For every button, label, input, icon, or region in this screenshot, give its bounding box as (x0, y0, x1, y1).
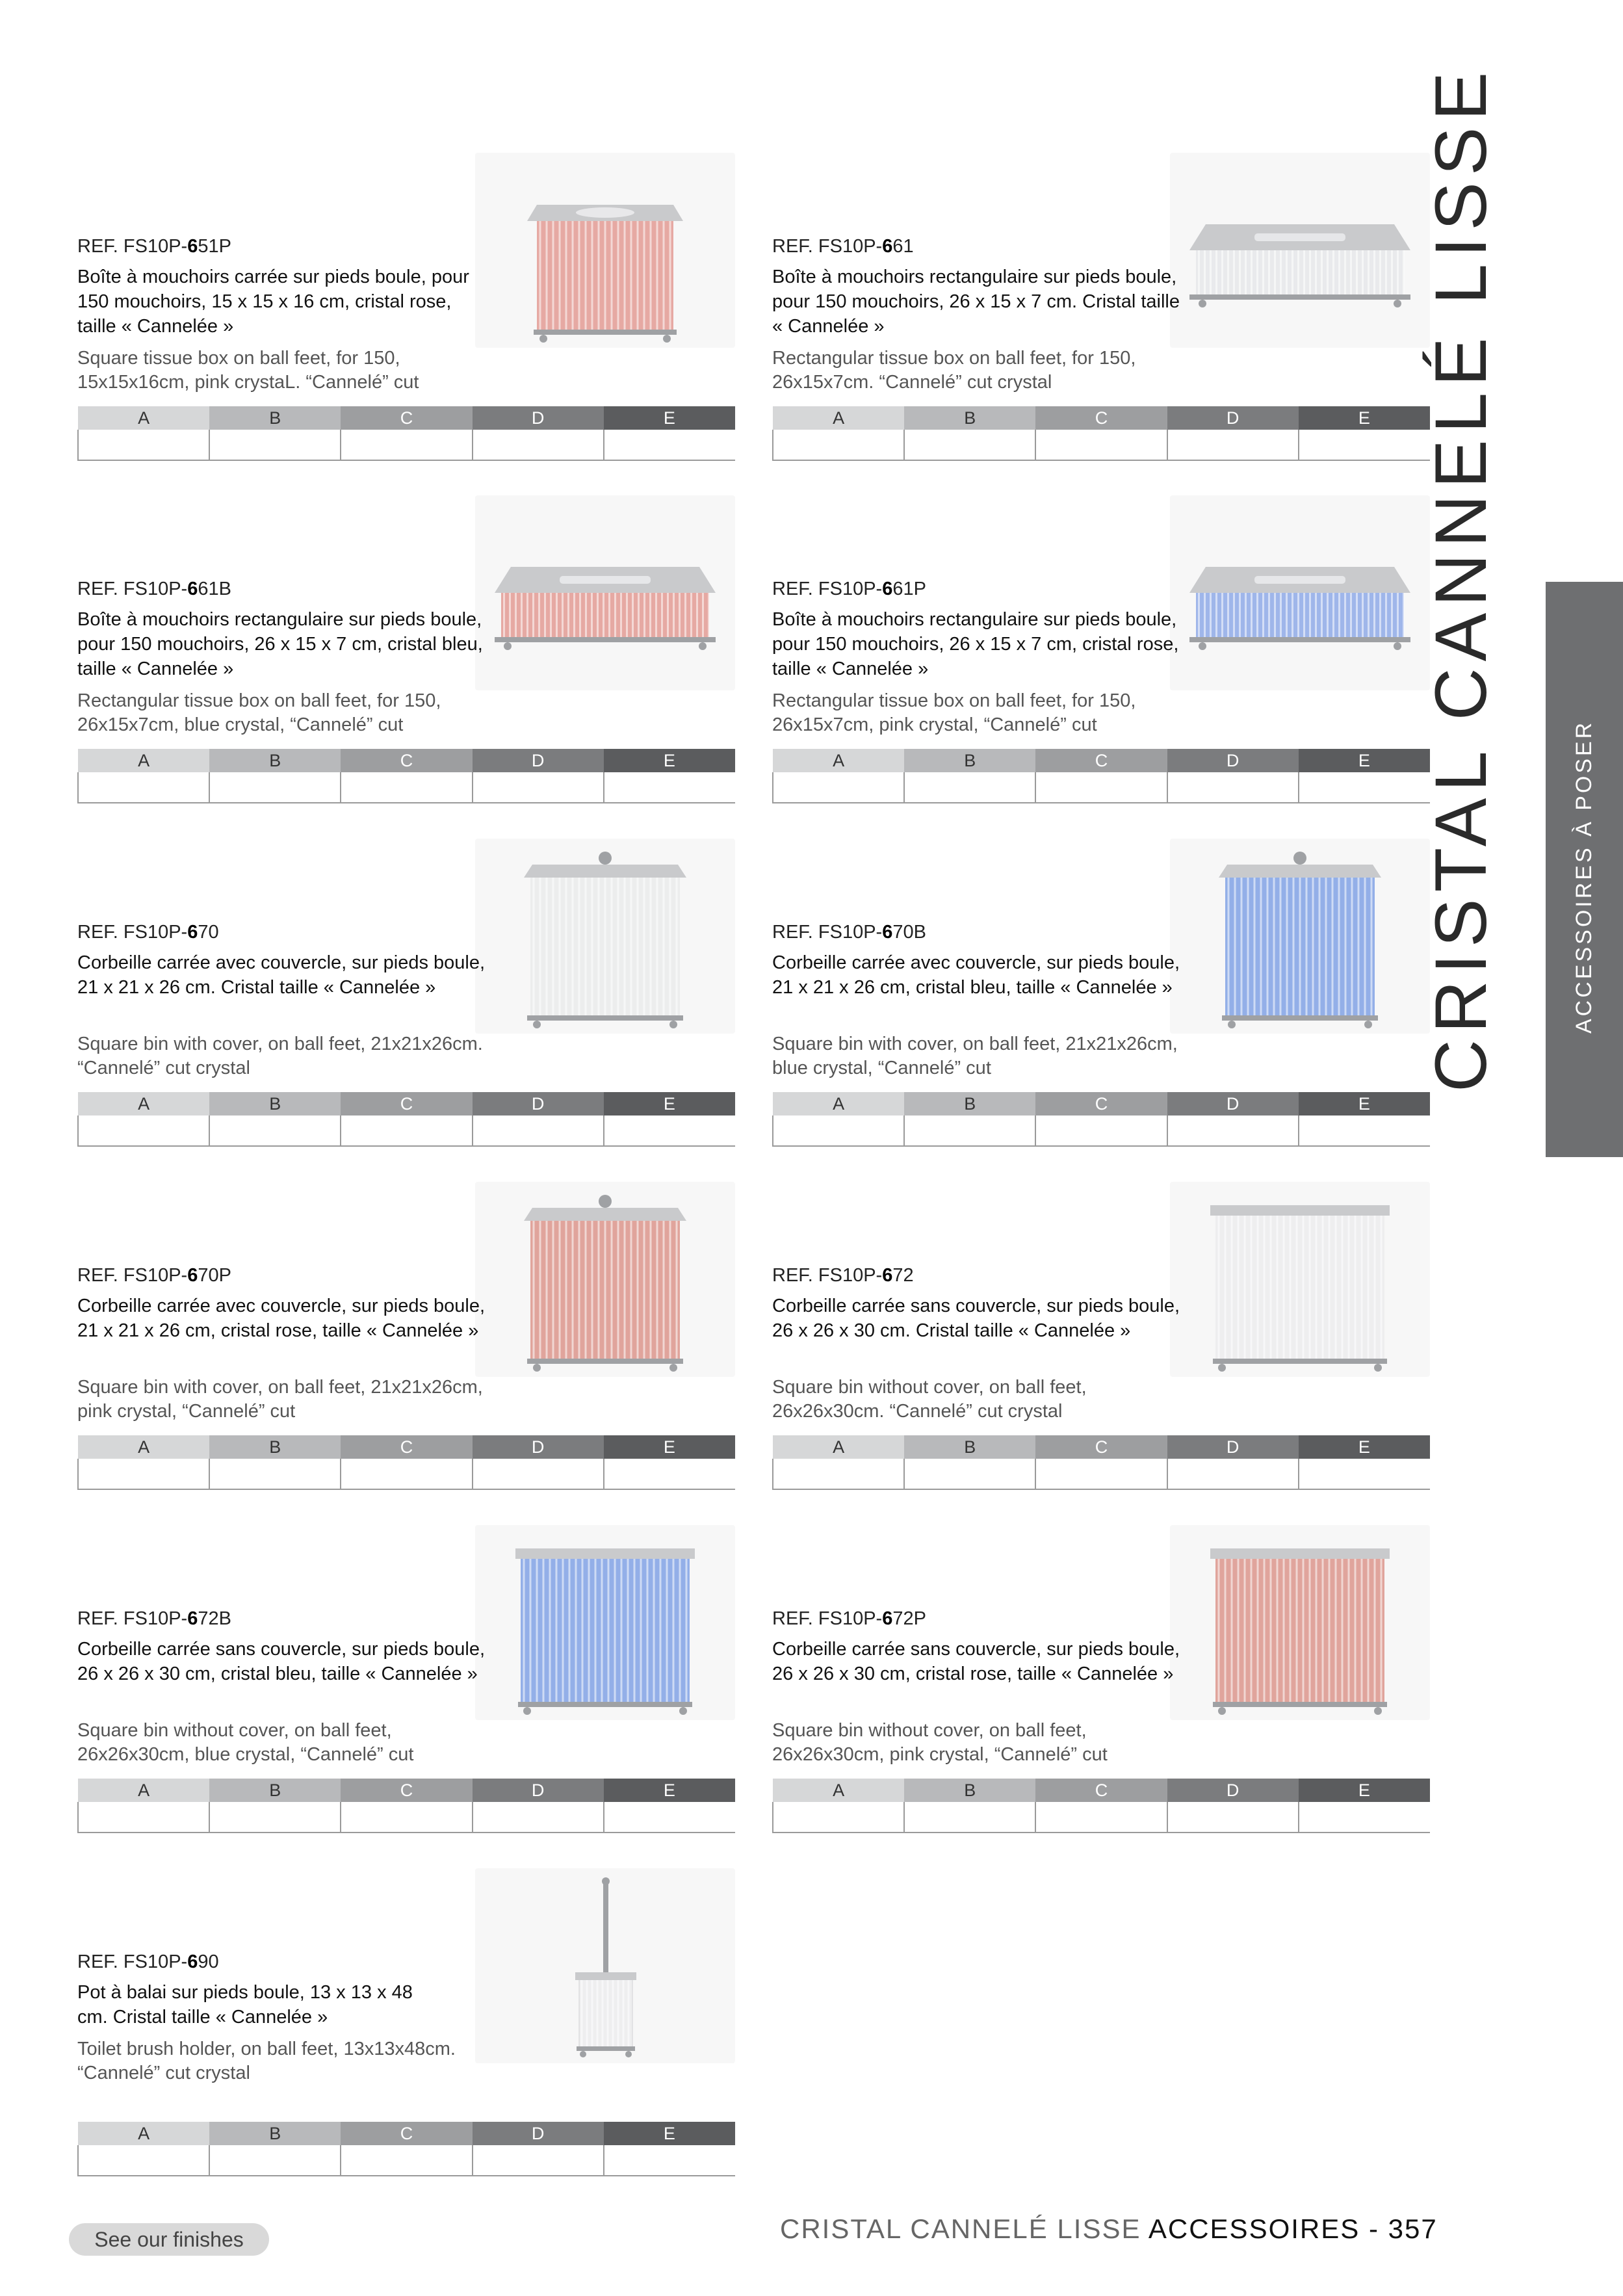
finish-table (77, 1092, 735, 1147)
metal-base (1189, 637, 1410, 642)
product-image (1170, 495, 1430, 690)
finish-cell (209, 2145, 341, 2176)
product-ref: REF. FS10P-670B (772, 922, 926, 943)
footer-title (780, 2213, 1438, 2245)
finish-header-c: C (1035, 749, 1167, 772)
finish-header-c: C (341, 1092, 472, 1115)
collection-title: CRISTAL CANNELÉ LISSE (1420, 65, 1501, 1092)
glass-body (1215, 1558, 1384, 1704)
finish-cell (773, 1802, 904, 1833)
product-card (772, 153, 1430, 465)
section-tab-label: ACCESSOIRES À POSER (1572, 720, 1596, 1034)
product-image (1170, 839, 1430, 1034)
product-card (77, 153, 735, 465)
finish-header-d: D (473, 1435, 604, 1459)
ball-foot (1394, 300, 1401, 307)
ball-foot (1218, 1707, 1226, 1715)
lid-knob (599, 852, 612, 865)
description-fr: Corbeille carrée avec couvercle, sur pieds boule, 21 x 21 x 26 cm, cristal rose, taille « Cannelée » (77, 1296, 486, 1341)
finish-cell (773, 1115, 904, 1146)
finish-header-b: B (209, 1092, 341, 1115)
finish-cell (1035, 1115, 1167, 1146)
finish-cell (604, 772, 735, 803)
description-en: Square bin without cover, on ball feet, 26x26x30cm. “Cannelé” cut crystal (772, 1377, 1087, 1422)
square-bin-cover-clear-icon (475, 839, 735, 1034)
description-en: Square bin with cover, on ball feet, 21x21x26cm, blue crystal, “Cannelé” cut (772, 1034, 1178, 1078)
finish-cell (78, 1459, 209, 1489)
finish-cell (473, 772, 604, 803)
finish-header-b: B (904, 1092, 1035, 1115)
product-card (77, 839, 735, 1151)
finish-table (77, 1779, 735, 1833)
finish-cell (904, 1115, 1035, 1146)
rectangular-tissue-box-pink-icon (475, 495, 735, 690)
finish-header-d: D (1167, 1092, 1299, 1115)
finish-header-c: C (341, 1435, 472, 1459)
product-image (1170, 1182, 1430, 1377)
finish-header-b: B (209, 1779, 341, 1802)
description-fr: Boîte à mouchoirs rectangulaire sur pieds boule, pour 150 mouchoirs, 26 x 15 x 7 cm. Cristal taille « Cannelée » (772, 267, 1180, 337)
metal-lid (1219, 865, 1381, 878)
finish-cell (604, 430, 735, 460)
finish-cell (1035, 1802, 1167, 1833)
rectangular-tissue-box-blue-icon (1170, 495, 1430, 690)
ball-foot (1364, 1021, 1372, 1028)
finish-cell (1035, 1459, 1167, 1489)
finish-cell (1035, 772, 1167, 803)
finish-header-c: C (341, 1779, 472, 1802)
finish-header-e: E (604, 406, 735, 430)
finish-cell (473, 1802, 604, 1833)
finish-cell (904, 1802, 1035, 1833)
square-bin-cover-pink-icon (475, 1182, 735, 1377)
finish-cell (604, 1459, 735, 1489)
metal-rim (1210, 1205, 1390, 1216)
finish-cell (904, 430, 1035, 460)
product-ref: REF. FS10P-661 (772, 236, 914, 257)
finish-cell (604, 1802, 735, 1833)
product-ref: REF. FS10P-670 (77, 922, 219, 943)
metal-base (518, 1702, 692, 1707)
square-bin-open-pink-icon (1170, 1525, 1430, 1720)
metal-base (577, 2046, 635, 2051)
finish-cell (341, 2145, 472, 2176)
ball-foot (1374, 1707, 1382, 1715)
description-fr: Corbeille carrée sans couvercle, sur pieds boule, 26 x 26 x 30 cm, cristal rose, taille « Cannelée » (772, 1639, 1180, 1684)
finish-cell (209, 1459, 341, 1489)
finish-table (772, 1779, 1430, 1833)
finish-header-e: E (604, 749, 735, 772)
product-image (1170, 153, 1430, 348)
description-en: Square bin without cover, on ball feet, 26x26x30cm, blue crystal, “Cannelé” cut (77, 1720, 414, 1765)
product-card (772, 1525, 1430, 1837)
finish-cell (1299, 1802, 1430, 1833)
finish-header-d: D (1167, 749, 1299, 772)
finish-header-a: A (773, 749, 904, 772)
finish-table (77, 406, 735, 461)
finish-cell (209, 430, 341, 460)
finish-table (772, 406, 1430, 461)
finish-header-e: E (604, 1092, 735, 1115)
finish-header-c: C (341, 749, 472, 772)
finish-table (77, 749, 735, 803)
finish-cell (773, 430, 904, 460)
lid-knob (599, 1195, 612, 1208)
description-en: Square bin with cover, on ball feet, 21x21x26cm, pink crystal, “Cannelé” cut (77, 1377, 483, 1422)
ball-foot (523, 1707, 531, 1715)
ball-foot (679, 1707, 687, 1715)
description-en: Square bin without cover, on ball feet, 26x26x30cm, pink crystal, “Cannelé” cut (772, 1720, 1108, 1765)
metal-base (527, 1015, 683, 1021)
finish-cell (1299, 1459, 1430, 1489)
metal-base (527, 1359, 683, 1364)
finish-cell (78, 1115, 209, 1146)
page-number: - 357 (1368, 2213, 1438, 2244)
finish-header-a: A (78, 1435, 209, 1459)
product-ref: REF. FS10P-672P (772, 1608, 926, 1629)
finish-header-a: A (773, 1779, 904, 1802)
finish-header-b: B (904, 406, 1035, 430)
finish-header-d: D (1167, 1435, 1299, 1459)
finish-header-a: A (78, 749, 209, 772)
finish-cell (473, 430, 604, 460)
description-en: Rectangular tissue box on ball feet, for 150, 26x15x7cm, blue crystal, “Cannelé” cut (77, 690, 441, 735)
finish-header-c: C (1035, 1779, 1167, 1802)
product-image (475, 839, 735, 1034)
finish-header-a: A (78, 2122, 209, 2145)
glass-body (1215, 1214, 1384, 1361)
finish-cell (773, 1459, 904, 1489)
glass-body (521, 1558, 690, 1704)
finish-header-a: A (773, 406, 904, 430)
square-bin-cover-blue-icon (1170, 839, 1430, 1034)
toilet-brush-holder-clear-icon (475, 1868, 735, 2063)
finish-cell (341, 430, 472, 460)
finish-cell (473, 1115, 604, 1146)
finish-cell (1167, 1115, 1299, 1146)
description-en: Square bin with cover, on ball feet, 21x21x26cm. “Cannelé” cut crystal (77, 1034, 483, 1078)
description-en: Square tissue box on ball feet, for 150, 15x15x16cm, pink crystaL. “Cannelé” cut (77, 348, 419, 393)
finish-cell (78, 772, 209, 803)
finish-header-c: C (341, 2122, 472, 2145)
finish-cell (209, 772, 341, 803)
metal-lid (524, 1208, 686, 1221)
finish-header-e: E (1299, 1092, 1430, 1115)
finish-cell (341, 772, 472, 803)
handle-knob (602, 1877, 610, 1885)
finish-header-b: B (209, 2122, 341, 2145)
ball-foot (699, 642, 707, 650)
finish-header-a: A (773, 1092, 904, 1115)
square-bin-open-clear-icon (1170, 1182, 1430, 1377)
finish-header-c: C (1035, 1435, 1167, 1459)
finish-table (772, 1092, 1430, 1147)
description-en: Rectangular tissue box on ball feet, for 150, 26x15x7cm, pink crystal, “Cannelé” cut (772, 690, 1136, 735)
see-finishes-button[interactable]: See our finishes (69, 2223, 269, 2256)
finish-header-d: D (1167, 406, 1299, 430)
tissue-opening (576, 207, 634, 218)
ball-foot (1228, 1021, 1236, 1028)
tissue-opening (1254, 576, 1345, 584)
description-fr: Corbeille carrée sans couvercle, sur pieds boule, 26 x 26 x 30 cm. Cristal taille « Cannelée » (772, 1296, 1180, 1341)
metal-base (1213, 1359, 1387, 1364)
finish-header-d: D (473, 406, 604, 430)
finish-header-c: C (1035, 406, 1167, 430)
product-ref: REF. FS10P-670P (77, 1265, 231, 1286)
ball-foot (669, 1364, 677, 1372)
finish-header-d: D (473, 749, 604, 772)
metal-base (1222, 1015, 1378, 1021)
ball-foot (533, 1364, 541, 1372)
finish-header-a: A (78, 1779, 209, 1802)
finish-cell (209, 1802, 341, 1833)
description-fr: Boîte à mouchoirs rectangulaire sur pieds boule, pour 150 mouchoirs, 26 x 15 x 7 cm, cristal rose, taille « Cannelée » (772, 609, 1179, 679)
finish-cell (341, 1459, 472, 1489)
finish-header-e: E (1299, 1779, 1430, 1802)
finish-cell (341, 1802, 472, 1833)
finish-header-d: D (473, 1779, 604, 1802)
finish-header-e: E (604, 1435, 735, 1459)
finish-header-b: B (904, 1435, 1035, 1459)
product-card (772, 495, 1430, 807)
finish-cell (1167, 772, 1299, 803)
product-card (77, 1525, 735, 1837)
finish-header-d: D (473, 1092, 604, 1115)
finish-header-b: B (904, 749, 1035, 772)
product-image (475, 1182, 735, 1377)
finish-header-a: A (78, 1092, 209, 1115)
ball-foot (669, 1021, 677, 1028)
product-image (475, 1868, 735, 2063)
tissue-opening (560, 576, 651, 584)
square-bin-open-blue-icon (475, 1525, 735, 1720)
finish-header-c: C (1035, 1092, 1167, 1115)
finish-cell (209, 1115, 341, 1146)
ball-foot (625, 2051, 632, 2057)
brush-handle (603, 1881, 608, 1979)
finish-table (772, 749, 1430, 803)
finish-cell (904, 772, 1035, 803)
ball-foot (1374, 1364, 1382, 1372)
finish-header-e: E (1299, 1435, 1430, 1459)
product-ref: REF. FS10P-672 (772, 1265, 914, 1286)
description-fr: Corbeille carrée sans couvercle, sur pieds boule, 26 x 26 x 30 cm, cristal bleu, taille « Cannelée » (77, 1639, 486, 1684)
product-ref: REF. FS10P-651P (77, 236, 231, 257)
finish-table (77, 1435, 735, 1490)
finish-cell (904, 1459, 1035, 1489)
footer-collection: CRISTAL CANNELÉ LISSE (780, 2213, 1141, 2244)
lid-knob (1293, 852, 1306, 865)
description-fr: Corbeille carrée avec couvercle, sur pieds boule, 21 x 21 x 26 cm, cristal bleu, taille « Cannelée » (772, 952, 1180, 998)
metal-base (495, 637, 716, 642)
finish-table (77, 2122, 735, 2176)
description-en: Rectangular tissue box on ball feet, for 150, 26x15x7cm. “Cannelé” cut crystal (772, 348, 1136, 393)
finish-header-e: E (1299, 749, 1430, 772)
metal-rim (515, 1548, 695, 1559)
metal-rim (575, 1972, 636, 1980)
ball-foot (539, 335, 547, 343)
finish-cell (1167, 1459, 1299, 1489)
finish-cell (1035, 430, 1167, 460)
product-image (475, 495, 735, 690)
ball-foot (1394, 642, 1401, 650)
ball-foot (580, 2051, 586, 2057)
finish-header-b: B (904, 1779, 1035, 1802)
finish-header-e: E (604, 1779, 735, 1802)
metal-base (1189, 294, 1410, 300)
ball-foot (663, 335, 671, 343)
finish-cell (773, 772, 904, 803)
ball-foot (533, 1021, 541, 1028)
finish-cell (1299, 1115, 1430, 1146)
metal-base (534, 330, 677, 335)
finish-header-d: D (473, 2122, 604, 2145)
description-fr: Boîte à mouchoirs rectangulaire sur pieds boule, pour 150 mouchoirs, 26 x 15 x 7 cm, cristal bleu, taille « Cannelée » (77, 609, 483, 679)
product-image (475, 153, 735, 348)
finish-cell (78, 2145, 209, 2176)
finish-cell (604, 2145, 735, 2176)
description-fr: Boîte à mouchoirs carrée sur pieds boule, pour 150 mouchoirs, 15 x 15 x 16 cm, cristal rose, taille « Cannelée » (77, 267, 469, 337)
ball-foot (1199, 300, 1206, 307)
finish-header-e: E (604, 2122, 735, 2145)
finish-header-b: B (209, 406, 341, 430)
rectangular-tissue-box-clear-icon (1170, 153, 1430, 348)
product-card (77, 1182, 735, 1494)
finish-cell (473, 2145, 604, 2176)
finish-cell (1167, 430, 1299, 460)
finish-cell (473, 1459, 604, 1489)
product-ref: REF. FS10P-661P (772, 579, 926, 599)
finish-header-e: E (1299, 406, 1430, 430)
finish-cell (341, 1115, 472, 1146)
metal-base (1213, 1702, 1387, 1707)
description-fr: Pot à balai sur pieds boule, 13 x 13 x 48 cm. Cristal taille « Cannelée » (77, 1982, 413, 2028)
finish-header-b: B (209, 1435, 341, 1459)
square-tissue-box-pink-icon (475, 153, 735, 348)
product-ref: REF. FS10P-672B (77, 1608, 231, 1629)
metal-rim (1210, 1548, 1390, 1559)
finish-table (772, 1435, 1430, 1490)
finish-cell (1167, 1802, 1299, 1833)
ball-foot (504, 642, 512, 650)
description-fr: Corbeille carrée avec couvercle, sur pieds boule, 21 x 21 x 26 cm. Cristal taille « Cannelée » (77, 952, 486, 998)
footer-section: ACCESSOIRES (1148, 2213, 1360, 2244)
tissue-opening (1254, 233, 1345, 241)
product-card (77, 495, 735, 807)
product-ref: REF. FS10P-690 (77, 1951, 219, 1972)
product-ref: REF. FS10P-661B (77, 579, 231, 599)
finish-cell (78, 1802, 209, 1833)
ball-foot (1199, 642, 1206, 650)
finish-cell (604, 1115, 735, 1146)
finish-header-a: A (78, 406, 209, 430)
product-card (77, 1868, 735, 2180)
product-image (1170, 1525, 1430, 1720)
finish-cell (78, 430, 209, 460)
finish-header-b: B (209, 749, 341, 772)
product-image (475, 1525, 735, 1720)
metal-lid (524, 865, 686, 878)
product-card (772, 839, 1430, 1151)
finish-header-c: C (341, 406, 472, 430)
description-en: Toilet brush holder, on ball feet, 13x13x48cm. “Cannelé” cut crystal (77, 2039, 456, 2083)
finish-header-d: D (1167, 1779, 1299, 1802)
finish-header-a: A (773, 1435, 904, 1459)
product-card (772, 1182, 1430, 1494)
ball-foot (1218, 1364, 1226, 1372)
